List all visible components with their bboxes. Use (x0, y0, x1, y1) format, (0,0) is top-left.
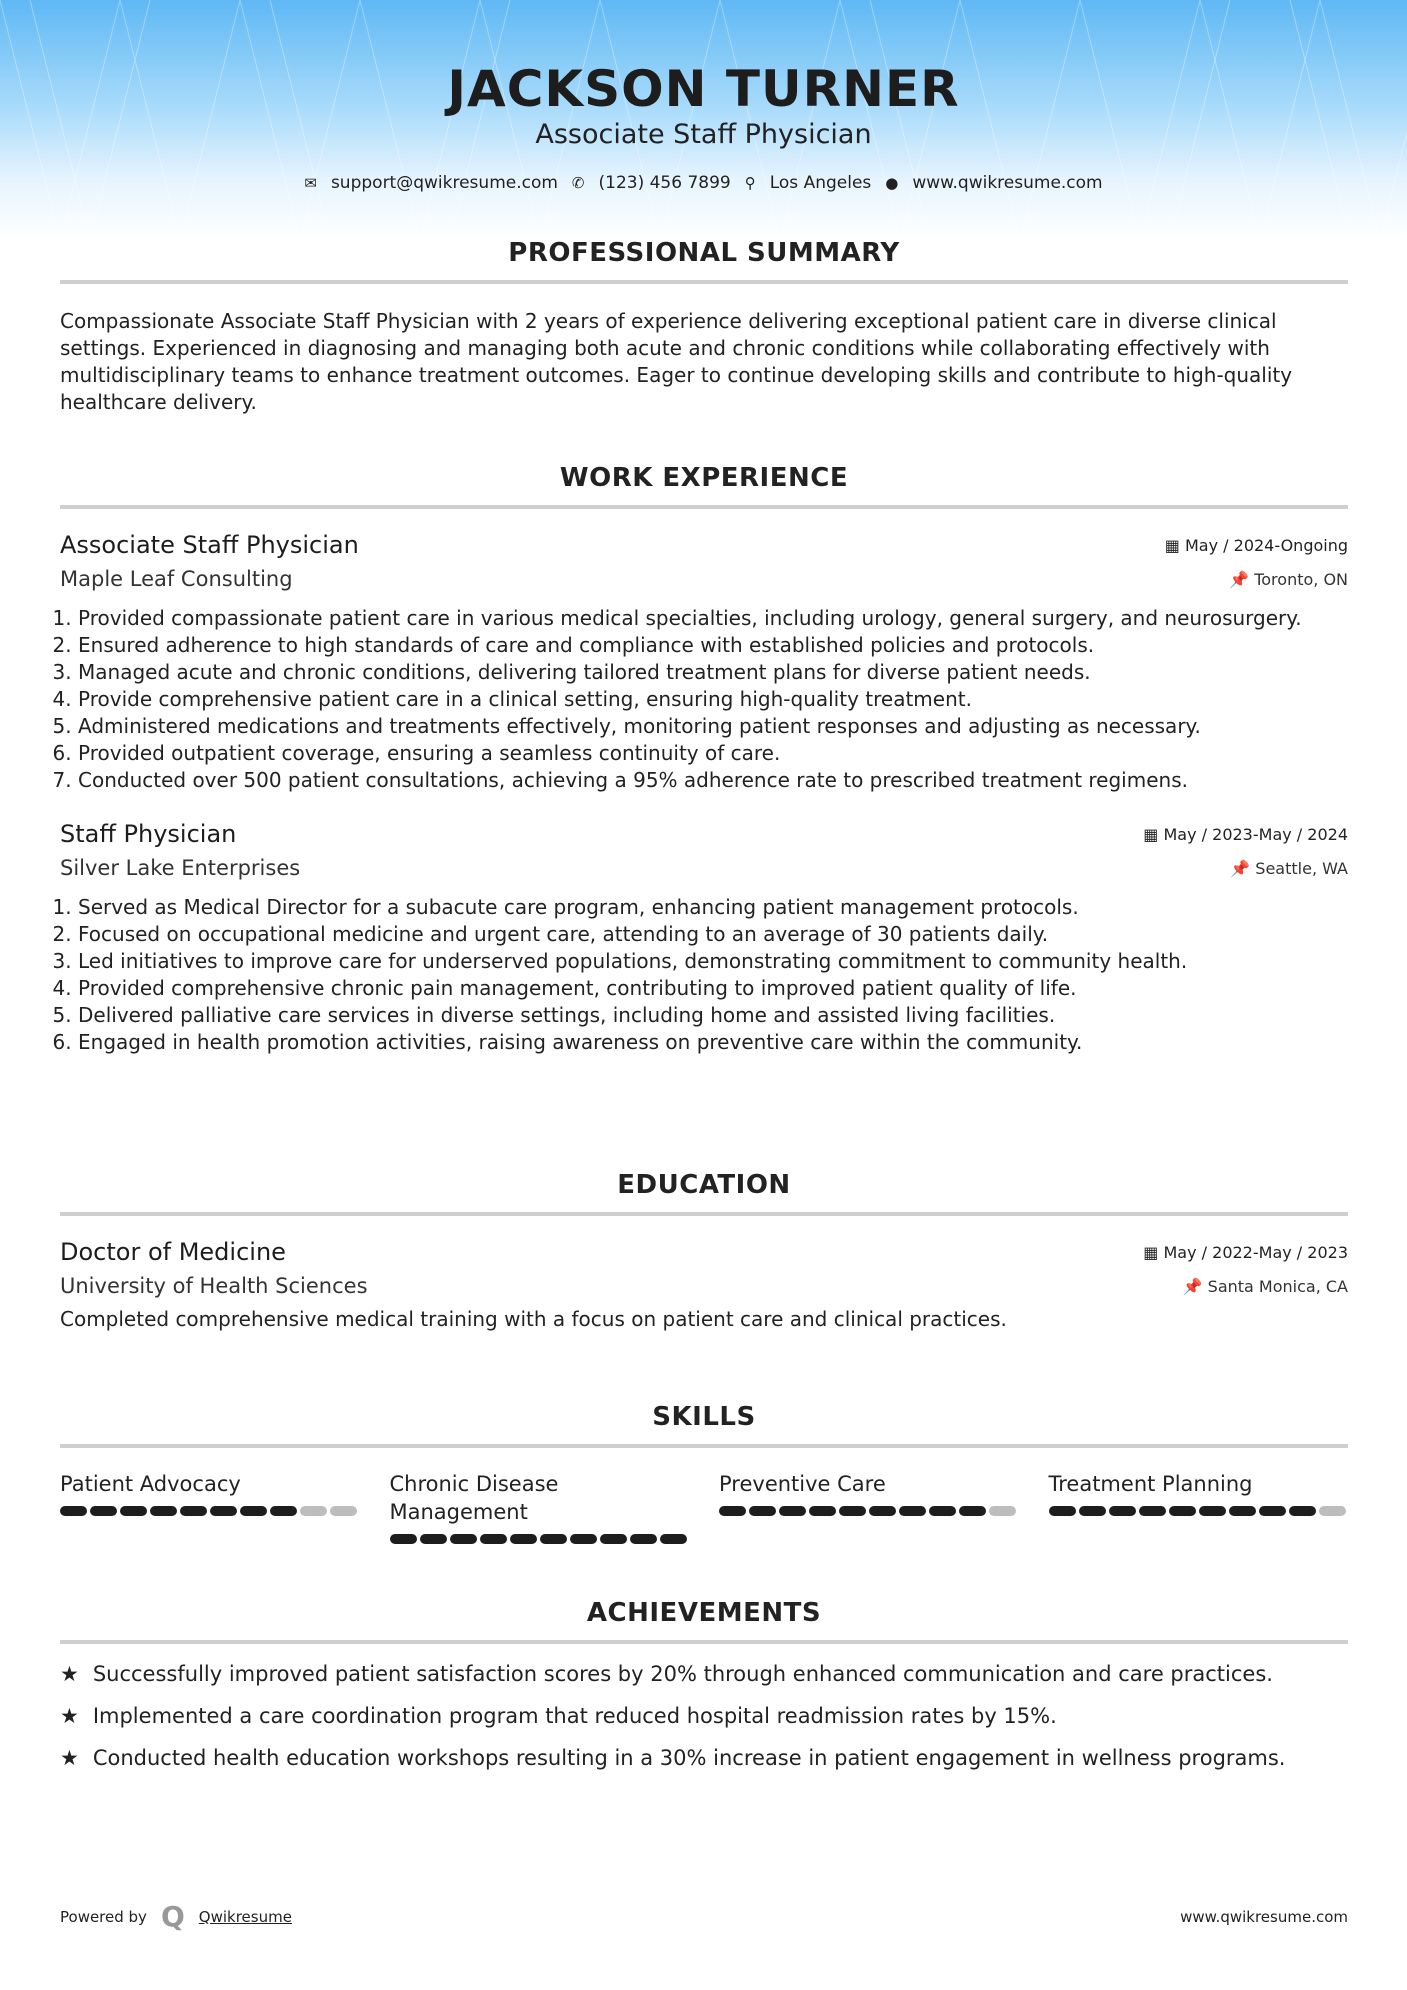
skill-segment (959, 1506, 986, 1516)
job-title: Associate Staff Physician (60, 531, 359, 559)
job-title: Staff Physician (60, 820, 237, 848)
skills-section (60, 1402, 1348, 1544)
job-bullets (60, 894, 1348, 1056)
skill-level-bar (390, 1534, 690, 1544)
skill-segment (270, 1506, 297, 1516)
skill-segment (120, 1506, 147, 1516)
company: Maple Leaf Consulting (60, 567, 293, 591)
job-location: Toronto, ON (1254, 569, 1348, 589)
bullet: 1. Provided compassionate patient care in various medical specialties, including urology, general surgery, and neurosurgery. (78, 605, 1348, 632)
skills-list (60, 1470, 1348, 1544)
star-icon: ★ (60, 1704, 79, 1728)
location-text: Los Angeles (769, 173, 872, 193)
bullet: 5. Administered medications and treatments effectively, monitoring patient responses and adjusting as necessary. (78, 713, 1348, 740)
phone-text: (123) 456 7899 (598, 173, 731, 193)
footer-website[interactable]: www.qwikresume.com (1180, 1907, 1348, 1926)
achievement-text: Implemented a care coordination program that reduced hospital readmission rates by 15%. (92, 1704, 1057, 1728)
bullet: 3. Led initiatives to improve care for underserved populations, demonstrating commitment to community health. (78, 948, 1348, 975)
skill-segment (240, 1506, 267, 1516)
bullet: 3. Managed acute and chronic conditions, delivering tailored treatment plans for diverse patient needs. (78, 659, 1348, 686)
bullet: 5. Delivered palliative care services in diverse settings, including home and assisted living facilities. (78, 1002, 1348, 1029)
skill-segment (749, 1506, 776, 1516)
skill-segment (210, 1506, 237, 1516)
job-date: May / 2024-Ongoing (1185, 535, 1348, 555)
skill-segment (60, 1506, 87, 1516)
skill-name: Treatment Planning (1048, 1472, 1253, 1496)
skill-segment (719, 1506, 746, 1516)
skill-item (60, 1470, 360, 1544)
skill-segment (450, 1534, 477, 1544)
map-pin-icon: ⚲ (744, 174, 756, 192)
bullet: 4. Provide comprehensive patient care in a clinical setting, ensuring high-quality treatment. (78, 686, 1348, 713)
section-heading: PROFESSIONAL SUMMARY (60, 238, 1348, 284)
bullet: 2. Ensured adherence to high standards of care and compliance with established policies and protocols. (78, 632, 1348, 659)
skill-segment (989, 1506, 1016, 1516)
education-section (60, 1170, 1348, 1333)
skill-name: Chronic Disease Management (389, 1472, 559, 1524)
skill-segment (1259, 1506, 1286, 1516)
skill-segment (330, 1506, 357, 1516)
calendar-icon: ▦ (1143, 1242, 1164, 1262)
skill-level-bar (1049, 1506, 1349, 1516)
skill-level-bar (60, 1506, 360, 1516)
skill-name: Patient Advocacy (60, 1472, 241, 1496)
skill-item (390, 1470, 690, 1544)
skill-segment (1109, 1506, 1136, 1516)
skill-segment (180, 1506, 207, 1516)
skill-segment (929, 1506, 956, 1516)
calendar-icon: ▦ (1143, 824, 1164, 844)
job-location: Seattle, WA (1255, 858, 1348, 878)
star-icon: ★ (60, 1746, 79, 1770)
skill-item (719, 1470, 1019, 1544)
bullet: 7. Conducted over 500 patient consultations, achieving a 95% adherence rate to prescribed treatment regimens. (78, 767, 1348, 794)
skill-segment (839, 1506, 866, 1516)
calendar-icon: ▦ (1164, 535, 1185, 555)
skill-segment (660, 1534, 687, 1544)
email-link[interactable]: support@qwikresume.com (330, 173, 558, 193)
skill-level-bar (719, 1506, 1019, 1516)
bullet: 2. Focused on occupational medicine and urgent care, attending to an average of 30 patients daily. (78, 921, 1348, 948)
skill-segment (420, 1534, 447, 1544)
school: University of Health Sciences (60, 1274, 368, 1298)
star-icon: ★ (60, 1662, 79, 1686)
website-link[interactable]: www.qwikresume.com (912, 173, 1103, 193)
bullet: 6. Provided outpatient coverage, ensuring a seamless continuity of care. (78, 740, 1348, 767)
achievement-item (60, 1662, 1348, 1686)
job-date: May / 2023-May / 2024 (1163, 824, 1348, 844)
achievement-item (60, 1746, 1348, 1770)
summary-section (60, 238, 1348, 416)
candidate-name: JACKSON TURNER (447, 60, 960, 118)
skill-segment (480, 1534, 507, 1544)
skill-segment (1079, 1506, 1106, 1516)
job-entry (60, 531, 1348, 794)
job-entry (60, 820, 1348, 1056)
section-heading: WORK EXPERIENCE (60, 463, 1348, 509)
brand-link[interactable]: Qwikresume (198, 1907, 292, 1926)
skill-name: Preventive Care (719, 1472, 886, 1496)
skill-segment (1139, 1506, 1166, 1516)
envelope-icon: ✉ (304, 174, 317, 192)
job-bullets (60, 605, 1348, 794)
edu-description: Completed comprehensive medical training with a focus on patient care and clinical practices. (60, 1307, 1007, 1331)
bullet: 4. Provided comprehensive chronic pain management, contributing to improved patient quality of life. (78, 975, 1348, 1002)
powered-by-label: Powered by (60, 1907, 147, 1926)
achievement-text: Conducted health education workshops resulting in a 30% increase in patient engagement in wellness programs. (92, 1746, 1286, 1770)
skill-segment (1199, 1506, 1226, 1516)
achievements-section (60, 1598, 1348, 1770)
candidate-title: Associate Staff Physician (535, 119, 872, 150)
section-heading: SKILLS (60, 1402, 1348, 1448)
skill-segment (90, 1506, 117, 1516)
skill-item (1049, 1470, 1349, 1544)
achievement-item (60, 1704, 1348, 1728)
pin-icon: 📌 (1182, 1276, 1208, 1296)
skill-segment (809, 1506, 836, 1516)
edu-location: Santa Monica, CA (1207, 1276, 1348, 1296)
skill-segment (1169, 1506, 1196, 1516)
skill-segment (390, 1534, 417, 1544)
pin-icon: 📌 (1230, 858, 1256, 878)
phone-icon: ✆ (571, 174, 585, 192)
work-section (60, 463, 1348, 1056)
skill-segment (630, 1534, 657, 1544)
skill-segment (300, 1506, 327, 1516)
contact-bar (0, 173, 1407, 193)
bullet: 1. Served as Medical Director for a subacute care program, enhancing patient management protocols. (78, 894, 1348, 921)
qwikresume-logo-icon: Q (160, 1900, 185, 1933)
education-entry (60, 1238, 1348, 1333)
summary-text: Compassionate Associate Staff Physician with 2 years of experience delivering exceptional patient care in diverse clinical settings. Experienced in diagnosing and managing both acute and chronic conditions while collaborating effectively with multidisciplinary teams to enhance treatment outcomes. Eager to continue developing skills and contribute to high-quality healthcare delivery. (60, 309, 1293, 414)
skill-segment (899, 1506, 926, 1516)
degree: Doctor of Medicine (60, 1238, 286, 1266)
achievement-text: Successfully improved patient satisfaction scores by 20% through enhanced communication and care practices. (92, 1662, 1273, 1686)
skill-segment (600, 1534, 627, 1544)
header-banner (0, 0, 1407, 240)
skill-segment (540, 1534, 567, 1544)
skill-segment (869, 1506, 896, 1516)
skill-segment (779, 1506, 806, 1516)
globe-icon: ● (885, 174, 899, 192)
skill-segment (1229, 1506, 1256, 1516)
skill-segment (150, 1506, 177, 1516)
edu-date: May / 2022-May / 2023 (1163, 1242, 1348, 1262)
skill-segment (570, 1534, 597, 1544)
skill-segment (1049, 1506, 1076, 1516)
footer (60, 1900, 1348, 1933)
section-heading: ACHIEVEMENTS (60, 1598, 1348, 1644)
skill-segment (510, 1534, 537, 1544)
pin-icon: 📌 (1229, 569, 1255, 589)
company: Silver Lake Enterprises (60, 856, 301, 880)
section-heading: EDUCATION (60, 1170, 1348, 1216)
bullet: 6. Engaged in health promotion activities, raising awareness on preventive care within the community. (78, 1029, 1348, 1056)
skill-segment (1319, 1506, 1346, 1516)
skill-segment (1289, 1506, 1316, 1516)
